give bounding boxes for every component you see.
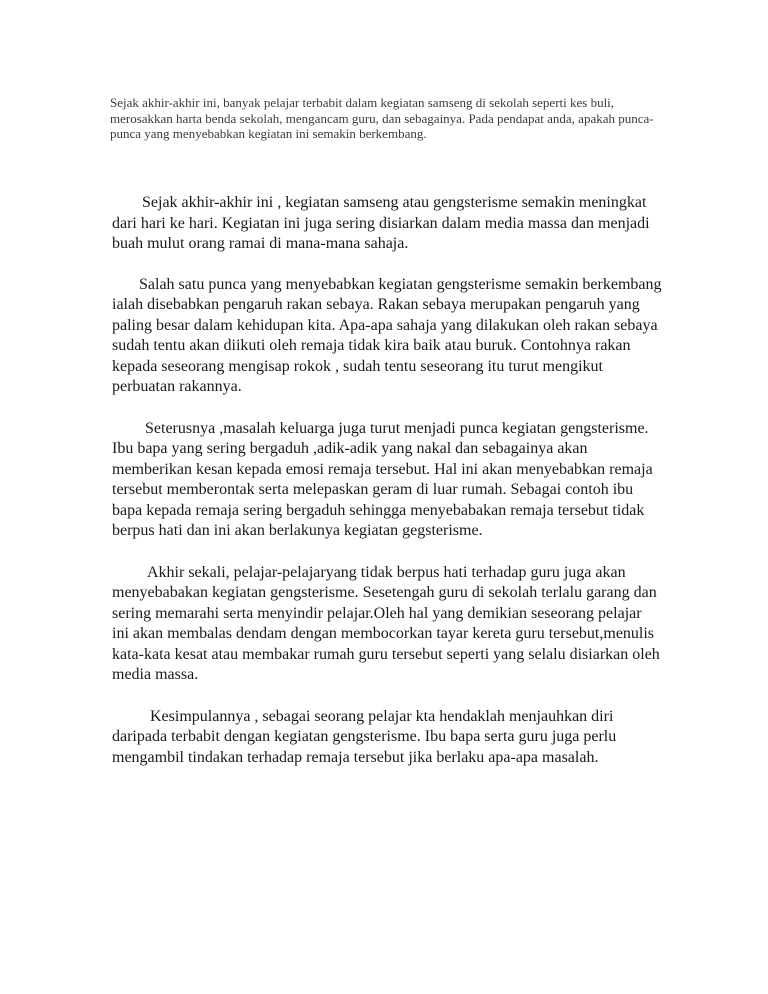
essay-paragraph-point-3: Akhir sekali, pelajar-pelajaryang tidak berpus hati terhadap guru juga akan menyebabakan kegiatan gengsterisme. Sesetengah guru di sekolah terlalu garang dan sering memarahi serta menyindir pelajar.Oleh hal yang demikian seseorang pelajar ini akan membalas dendam dengan membocorkan tayar kereta guru tersebut,menulis kata-kata kesat atau membakar rumah guru tersebut seperti yang selalu disiarkan oleh media massa.	[112, 563, 660, 683]
essay-paragraph-conclusion: Kesimpulannya , sebagai seorang pelajar kta hendaklah menjauhkan diri daripada terbabit dengan kegiatan gengsterisme. Ibu bapa serta guru juga perlu mengambil tindakan terhadap remaja tersebut jika berlaku apa-apa masalah.	[112, 707, 617, 766]
essay-question: Sejak akhir-akhir ini, banyak pelajar terbabit dalam kegiatan samseng di sekolah seperti kes buli, merosakkan harta benda sekolah, mengancam guru, dan sebagainya. Pada pendapat anda, apakah punca-punca yang menyebabkan kegiatan ini semakin berkembang.	[110, 95, 654, 141]
essay-paragraph-point-2: Seterusnya ,masalah keluarga juga turut menjadi punca kegiatan gengsterisme. Ibu bapa yang sering bergaduh ,adik-adik yang nakal dan sebagainya akan memberikan kesan kepada emosi remaja tersebut. Hal ini akan menyebabkan remaja tersebut memberontak serta melepaskan geram di luar rumah. Sebagai contoh ibu bapa kepada remaja sering bergaduh sehingga menyebabakan remaja tersebut tidak berpus hati dan ini akan berlakunya kegiatan gegsterisme.	[112, 419, 653, 539]
essay-paragraph-point-1: Salah satu punca yang menyebabkan kegiatan gengsterisme semakin berkembang ialah disebabkan pengaruh rakan sebaya. Rakan sebaya merupakan pengaruh yang paling besar dalam kehidupan kita. Apa-apa sahaja yang dilakukan oleh rakan sebaya sudah tentu akan diikuti oleh remaja tidak kira baik atau buruk. Contohnya rakan kepada seseorang mengisap rokok , sudah tentu seseorang itu turut mengikut perbuatan rakannya.	[112, 275, 662, 395]
essay-body	[112, 193, 662, 788]
essay-paragraph-introduction: Sejak akhir-akhir ini , kegiatan samseng atau gengsterisme semakin meningkat dari hari ke hari. Kegiatan ini juga sering disiarkan dalam media massa dan menjadi buah mulut orang ramai di mana-mana sahaja.	[112, 194, 650, 252]
